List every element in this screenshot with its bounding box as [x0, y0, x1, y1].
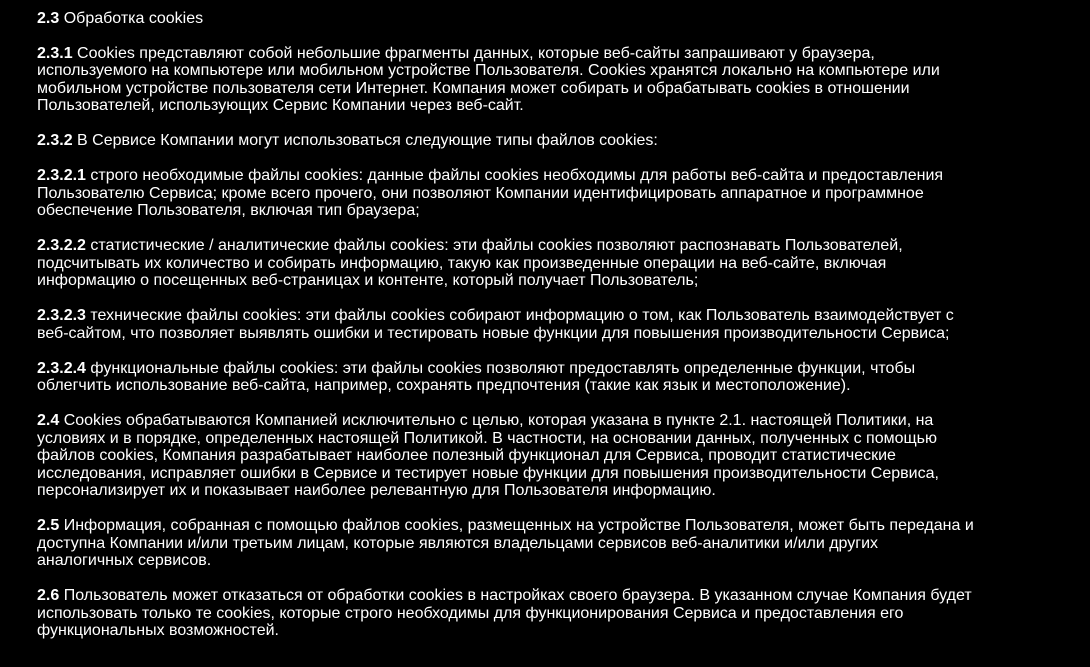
paragraph-number: 2.6 [37, 587, 60, 604]
paragraph-number: 2.3.2.3 [37, 307, 86, 324]
paragraph-number: 2.3.2 [37, 132, 73, 149]
paragraph-text: технические файлы cookies: эти файлы cookies собирают информацию о том, как Пользователь взаимодействует с веб-сайтом, что позволяет выявлять ошибки и тестировать новые функции для повышения производительности Сервиса; [37, 307, 954, 342]
section-title: Обработка cookies [63, 10, 204, 27]
paragraph-number: 2.3.2.4 [37, 359, 86, 377]
paragraph-2-4 [37, 412, 977, 500]
paragraph-text: Информация, собранная с помощью файлов cookies, размещенных на устройстве Пользователя, может быть передана и доступна Компании и/или третьим лицам, которые являются владельцами сервисов веб-аналитики и/или других аналогичных сервисов. [37, 517, 974, 569]
paragraph-2-3-2-1 [37, 167, 977, 220]
section-heading [37, 10, 977, 28]
paragraph-number: 2.3.1 [37, 44, 73, 62]
paragraph-number: 2.5 [37, 517, 60, 534]
paragraph-text: Cookies представляют собой небольшие фрагменты данных, которые веб-сайты запрашивают у браузера, используемого на компьютере или мобильном устройстве Пользователя. Cookies хранятся локально на компьютере или мобильном устройстве пользователя сети Интернет. Компания может собирать и обрабатывать cookies в отношении Пользователей, использующих Сервис Компании через веб-сайт. [37, 44, 940, 114]
paragraph-2-3-2-2 [37, 237, 977, 290]
paragraph-text: строго необходимые файлы cookies: данные файлы cookies необходимы для работы веб-сайта и предоставления Пользователю Сервиса; кроме всего прочего, они позволяют Компании идентифицировать аппаратное и программное обеспечение Пользователя, включая тип браузера; [37, 167, 944, 219]
paragraph-number: 2.3.2.2 [37, 237, 86, 254]
paragraph-number: 2.3.2.1 [37, 167, 86, 184]
policy-document [37, 10, 977, 657]
paragraph-2-6 [37, 587, 977, 640]
paragraph-number: 2.4 [37, 412, 60, 429]
section-number: 2.3 [37, 10, 60, 27]
paragraph-text: Cookies обрабатываются Компанией исключительно с целью, которая указана в пункте 2.1. настоящей Политики, на условиях и в порядке, определенных настоящей Политикой. В частности, на основании данных, полученных с помощью файлов cookies, Компания разрабатывает наиболее полезный функционал для Сервиса, проводит статистические исследования, исправляет ошибки в Сервисе и тестирует новые функции для повышения производительности Сервиса, персонализирует их и показывает наиболее релевантную для Пользователя информацию. [37, 412, 939, 499]
paragraph-2-3-2 [37, 132, 977, 150]
paragraph-text: Пользователь может отказаться от обработки cookies в настройках своего браузера. В указанном случае Компания будет использовать только те cookies, которые строго необходимы для функционирования Сервиса и предоставления его функциональных возможностей. [37, 587, 972, 639]
paragraph-2-3-2-3 [37, 307, 977, 342]
paragraph-text: статистические / аналитические файлы cookies: эти файлы cookies позволяют распознавать Пользователей, подсчитывать их количество и собирать информацию, такую как произведенные операции на веб-сайте, включая информацию о посещенных веб-страницах и контенте, который получает Пользователь; [37, 237, 903, 289]
paragraph-2-3-1 [37, 45, 977, 115]
paragraph-text: В Сервисе Компании могут использоваться следующие типы файлов cookies: [77, 132, 658, 149]
paragraph-2-3-2-4 [37, 360, 977, 395]
paragraph-2-5 [37, 517, 977, 570]
paragraph-text: функциональные файлы cookies: эти файлы cookies позволяют предоставлять определенные функции, чтобы облегчить использование веб-сайта, например, сохранять предпочтения (такие как язык и местоположение). [37, 359, 916, 394]
